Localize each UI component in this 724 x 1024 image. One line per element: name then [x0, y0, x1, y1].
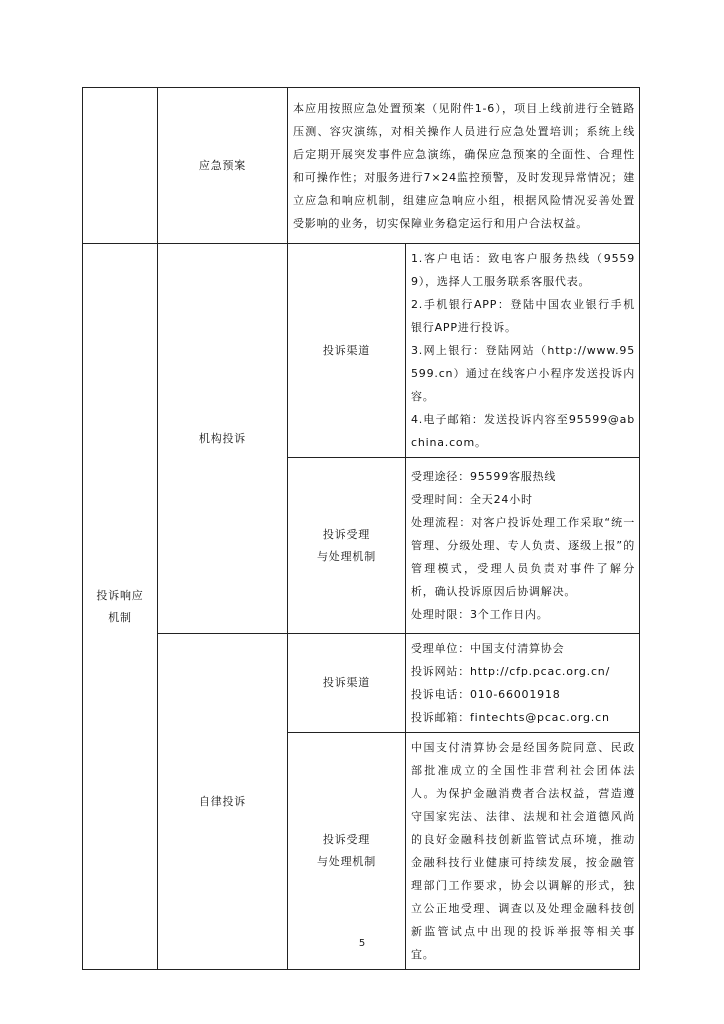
- emergency-empty-cell: [83, 88, 158, 244]
- institution-channels-label: 投诉渠道: [288, 244, 406, 458]
- self-handling-cell-text: [406, 733, 640, 970]
- self-handling-label: 投诉受理 与处理机制: [317, 833, 376, 868]
- institution-handling-cell-text: [406, 458, 640, 634]
- emergency-plan-cell: [288, 88, 640, 244]
- emergency-plan-label: 应急预案: [158, 88, 288, 244]
- self-channels-row: [83, 634, 640, 733]
- institution-complaint-label: 机构投诉: [158, 244, 288, 634]
- self-handling-text: 中国支付清算协会是经国务院同意、民政部批准成立的全国性非营利社会团体法人。为保护金融消费者合法权益，营造遵守国家宪法、法律、法规和社会道德风尚的良好金融科技创新监管试点环境，推动金融科技行业健康可持续发展，按金融管理部门工作要求，协会以调解的形式，独立公正地受理、调查以及处理金融科技创新监管试点中出现的投诉举报等相关事宜。: [411, 741, 635, 961]
- institution-handling-cell: [288, 458, 406, 634]
- institution-handling-label: 投诉受理 与处理机制: [317, 527, 376, 563]
- emergency-row: [83, 88, 640, 244]
- self-regulation-complaint-label: 自律投诉: [158, 634, 288, 970]
- self-channels-cell: [406, 634, 640, 733]
- self-channels-label: 投诉渠道: [288, 634, 406, 733]
- complaint-table: [82, 87, 640, 970]
- complaint-mechanism-cell: [83, 244, 158, 970]
- self-handling-cell: [288, 733, 406, 970]
- institution-channels-row: [83, 244, 640, 458]
- complaint-mechanism-label: 投诉响应 机制: [96, 588, 144, 624]
- institution-channels-cell: [406, 244, 640, 458]
- institution-handling-text: 受理途径：95599客服热线 受理时间：全天24小时 处理流程：对客户投诉处理工作采取“统一管理、分级处理、专人负责、逐级上报”的管理模式，受理人员负责对事件了解分析，确认投诉原因后协调解决。 处理时限：3个工作日内。: [411, 470, 635, 621]
- emergency-plan-text: 本应用按照应急处置预案（见附件1-6），项目上线前进行全链路压测、容灾演练，对相关操作人员进行应急处置培训；系统上线后定期开展突发事件应急演练，确保应急预案的全面性、合理性和可操作性；对服务进行7×24监控预警，及时发现异常情况；建立应急和响应机制，组建应急响应小组，根据风险情况妥善处置受影响的业务，切实保障业务稳定运行和用户合法权益。: [293, 101, 635, 230]
- self-channels-text: 受理单位：中国支付清算协会 投诉网站：http://cfp.pcac.org.cn/ 投诉电话：010-66001918 投诉邮箱：fintechts@pcac.org.cn: [411, 642, 611, 724]
- institution-channels-text: 1.客户电话：致电客户服务热线（95599），选择人工服务联系客服代表。 2.手机银行APP：登陆中国农业银行手机银行APP进行投诉。 3.网上银行：登陆网站（http://www.95599.cn）通过在线客户小程序发送投诉内容。 4.电子邮箱：发送投诉内容至95599@abchina.com。: [411, 252, 635, 449]
- page-number: 5: [358, 938, 366, 949]
